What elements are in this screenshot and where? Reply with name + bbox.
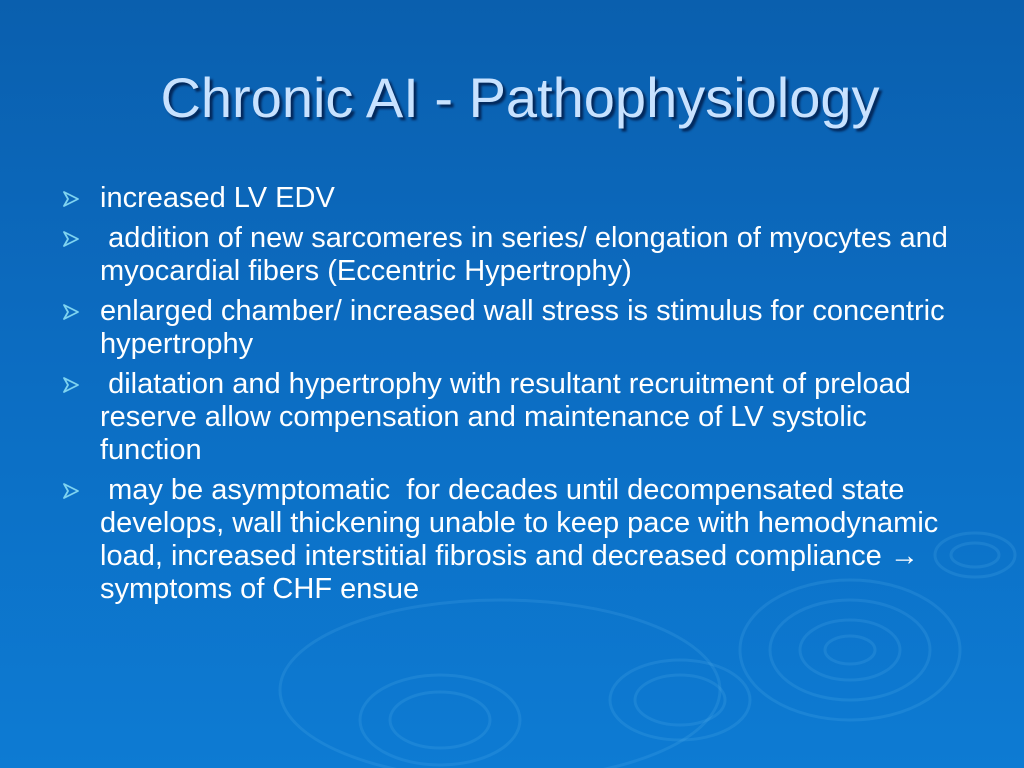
bullet-list [62, 182, 967, 613]
bullet-item [62, 295, 967, 361]
bullet-text: increased LV EDV [100, 182, 335, 214]
bullet-item [62, 474, 967, 606]
arrowhead-bullet-icon [62, 191, 80, 207]
bullet-text: addition of new sarcomeres in series/ elongation of myocytes and myocardial fibers (Eccentric Hypertrophy) [100, 222, 956, 287]
arrowhead-bullet-icon [62, 231, 80, 247]
bullet-text: dilatation and hypertrophy with resultant recruitment of preload reserve allow compensation and maintenance of LV systolic function [100, 368, 919, 466]
arrowhead-bullet-icon [62, 483, 80, 499]
bullet-text: may be asymptomatic for decades until decompensated state develops, wall thickening unable to keep pace with hemodynamic load, increased interstitial fibrosis and decreased compliance → symptoms of CHF ensue [100, 474, 947, 605]
bullet-text: enlarged chamber/ increased wall stress is stimulus for concentric hypertrophy [100, 295, 953, 360]
bullet-item [62, 222, 967, 288]
slide-title: Chronic AI - Pathophysiology [160, 66, 880, 129]
arrowhead-bullet-icon [62, 377, 80, 393]
arrowhead-bullet-icon [62, 304, 80, 320]
bullet-item [62, 182, 967, 215]
bullet-item [62, 368, 967, 467]
